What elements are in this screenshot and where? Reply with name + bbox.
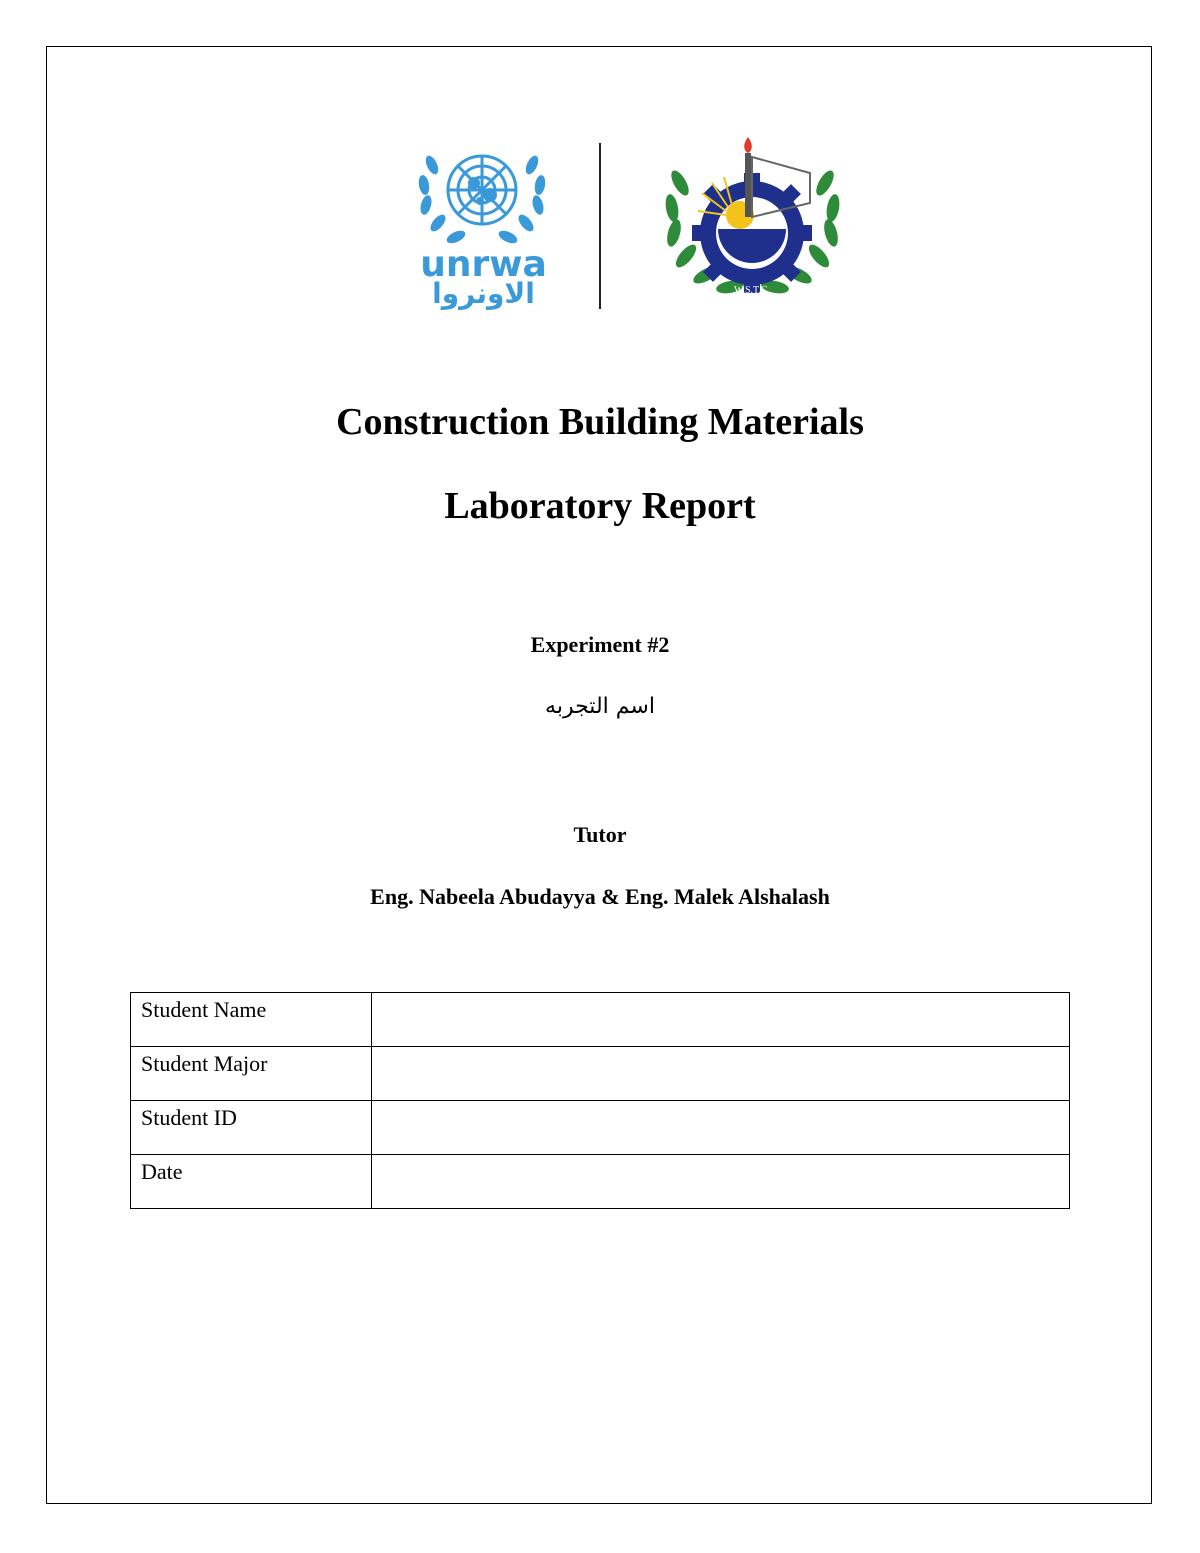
tutor-names: Eng. Nabeela Abudayya & Eng. Malek Alshalash	[370, 884, 830, 909]
report-subtitle: Laboratory Report	[444, 485, 756, 527]
wstc-logo	[660, 133, 845, 303]
unrwa-logo-arabic-text: الاونروا	[432, 277, 535, 310]
table-row	[131, 1155, 1070, 1209]
table-row	[131, 1101, 1070, 1155]
student-name-field[interactable]	[372, 993, 1070, 1047]
student-id-field[interactable]	[372, 1101, 1070, 1155]
table-row	[131, 1047, 1070, 1101]
experiment-number: Experiment #2	[530, 632, 670, 657]
date-label: Date	[131, 1155, 372, 1209]
unrwa-logo-text: unrwa	[420, 244, 547, 285]
report-title: Construction Building Materials	[336, 401, 864, 443]
date-field[interactable]	[372, 1155, 1070, 1209]
student-name-label: Student Name	[131, 993, 372, 1047]
student-id-label: Student ID	[131, 1101, 372, 1155]
experiment-name-arabic: اسم التجربه	[545, 694, 655, 719]
student-info-table	[130, 992, 1070, 1209]
college-emblem-icon	[660, 133, 845, 303]
tutor-label: Tutor	[573, 822, 627, 847]
unrwa-logo	[410, 135, 555, 315]
logo-divider	[599, 143, 601, 309]
student-major-field[interactable]	[372, 1047, 1070, 1101]
student-major-label: Student Major	[131, 1047, 372, 1101]
wstc-logo-text: W.S.T.C.	[733, 285, 771, 296]
table-row	[131, 993, 1070, 1047]
